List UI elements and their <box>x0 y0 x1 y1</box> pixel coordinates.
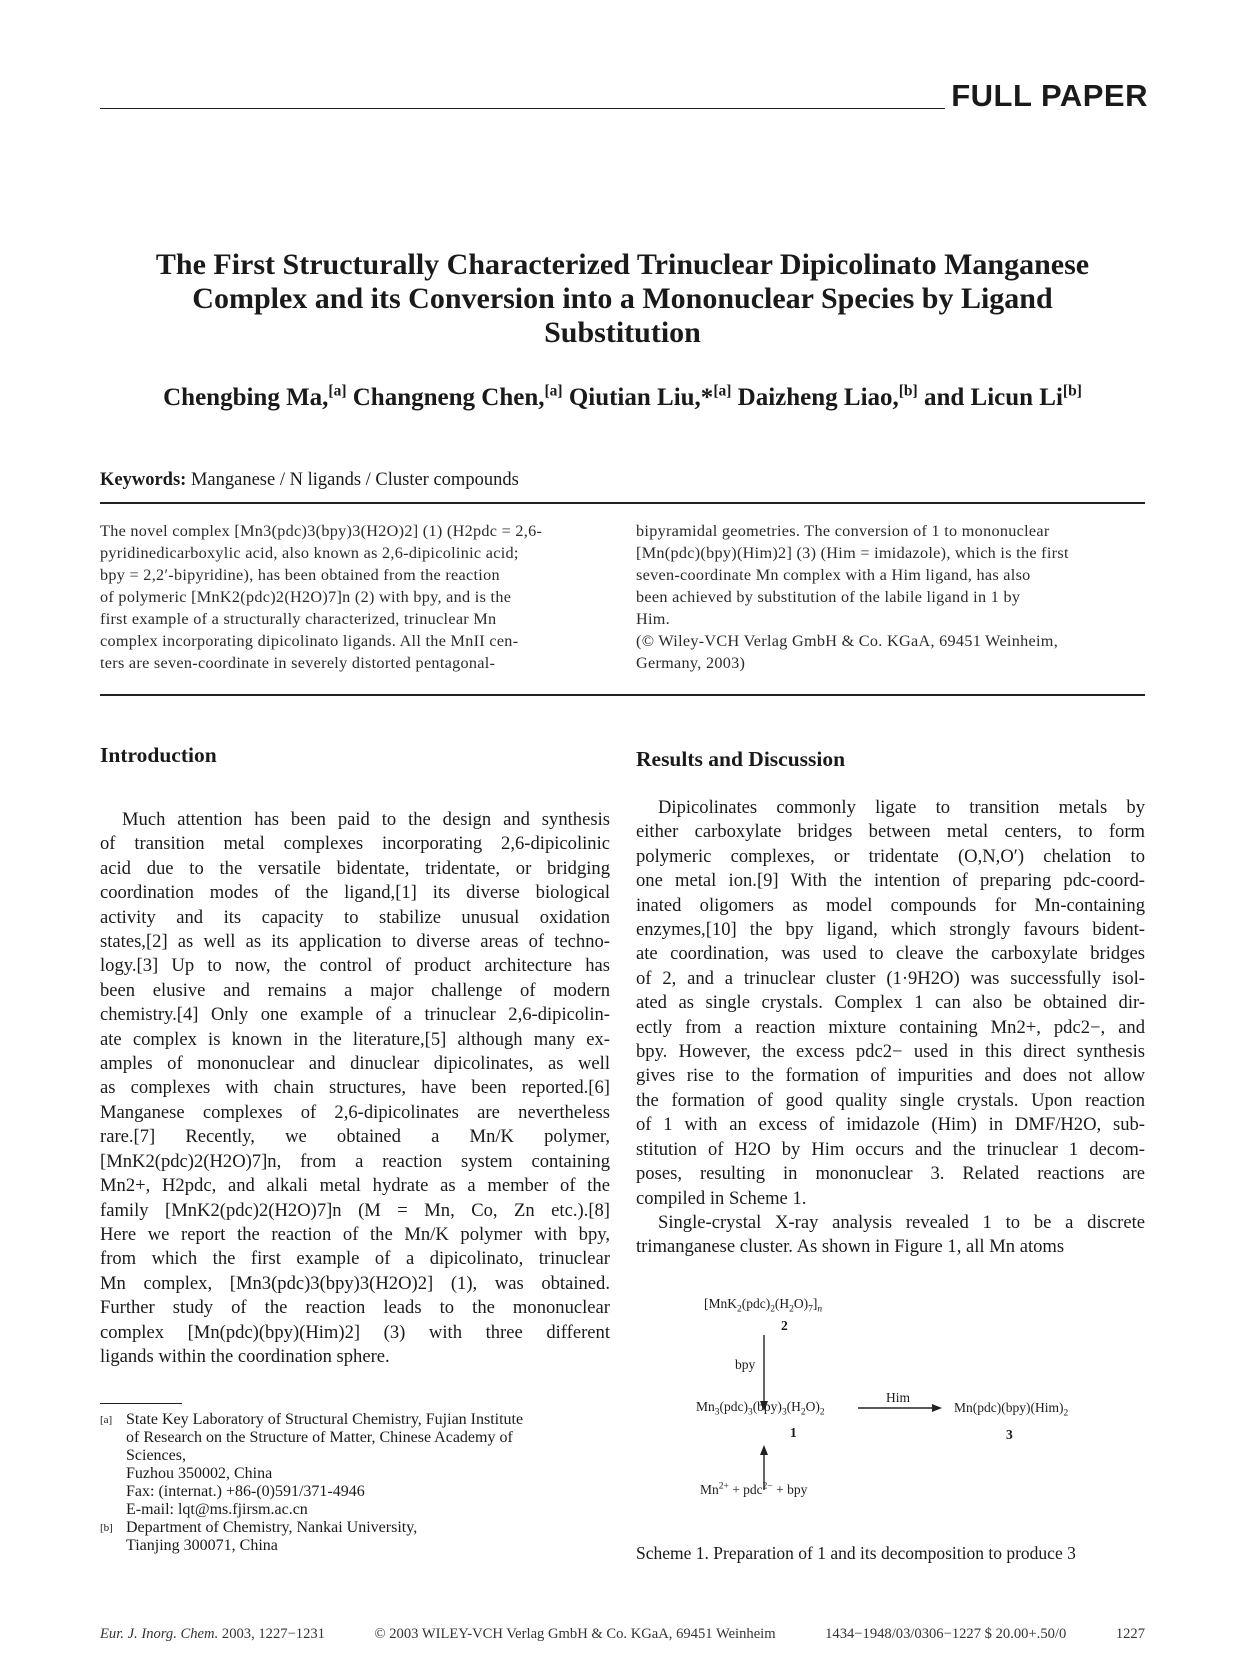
body-line: chemistry.[4] Only one example of a trinuclear 2,6-dipicolin- <box>100 1004 610 1026</box>
body-line: bpy. However, the excess pdc2− used in this direct synthesis <box>636 1041 1145 1063</box>
abstract-line: Germany, 2003) <box>636 654 746 672</box>
body-line: Further study of the reaction leads to the mononuclear <box>100 1297 610 1319</box>
abstract-line: of polymeric [MnK2(pdc)2(H2O)7]n (2) with bpy, and is the <box>100 588 512 606</box>
scheme-1 <box>636 1290 1145 1510</box>
body-line: of transition metal complexes incorporating 2,6-dipicolinic <box>100 833 610 855</box>
body-line: Single-crystal X-ray analysis revealed 1 to be a discrete <box>658 1211 1145 1233</box>
footer-citation <box>100 1626 325 1643</box>
footer-journal: Eur. J. Inorg. Chem. <box>100 1626 219 1642</box>
scheme-caption: Scheme 1. Preparation of 1 and its decomposition to produce 3 <box>636 1543 1076 1563</box>
intro-text <box>100 808 610 1369</box>
abstract-line: complex incorporating dipicolinato ligands. All the MnII cen- <box>100 632 519 650</box>
body-line: Much attention has been paid to the design and synthesis <box>122 809 610 830</box>
author-affiliation: [b] <box>898 382 918 400</box>
author-affiliation: [a] <box>713 382 732 400</box>
title-line-3: Substitution <box>544 316 701 349</box>
keywords-label: Keywords: <box>100 470 187 490</box>
author-affiliation: [a] <box>544 382 563 400</box>
body-line: ate complex is known in the literature,[5] although many ex- <box>100 1028 610 1050</box>
body-line: enzymes,[10] the bpy ligand, which strongly favours bident- <box>636 919 1145 941</box>
body-line: [MnK2(pdc)2(H2O)7]n, from a reaction system containing <box>100 1150 610 1172</box>
body-line: been elusive and remains a major challenge of modern <box>100 979 610 1001</box>
body-line: as complexes with chain structures, have been reported.[6] <box>100 1077 610 1099</box>
author-name: Changneng Chen, <box>352 384 545 411</box>
body-line: Here we report the reaction of the Mn/K polymer with bpy, <box>100 1223 610 1245</box>
footnote-line: Fax: (internat.) +86-(0)591/371-4946 <box>126 1483 365 1500</box>
footnote-line: Department of Chemistry, Nankai University, <box>126 1519 418 1536</box>
footer-page-number: 1227 <box>1115 1626 1145 1642</box>
footer-code: 1434−1948/03/0306−1227 $ 20.00+.50/0 <box>825 1626 1067 1642</box>
scheme-formula-1: $Mn_3(pdc)_3(bpy)_3(H_2O)_2$ <box>696 1399 825 1418</box>
body-line: ligands within the coordination sphere. <box>100 1345 390 1367</box>
author-list <box>100 384 1145 412</box>
abstract-line: seven-coordinate Mn complex with a Him ligand, has also <box>636 566 1031 584</box>
author-affiliation: [b] <box>1062 382 1082 400</box>
author-affiliation: [a] <box>328 382 347 400</box>
scheme-label-bpy: bpy <box>735 1357 756 1372</box>
abstract-right <box>636 520 1145 674</box>
body-line: of 1 with an excess of imidazole (Him) in DMF/H2O, sub- <box>636 1114 1145 1136</box>
results-heading: Results and Discussion <box>636 747 846 771</box>
abstract-line: (© Wiley-VCH Verlag GmbH & Co. KGaA, 69451 Weinheim, <box>636 632 1059 650</box>
body-line: trimanganese cluster. As shown in Figure 1, all Mn atoms <box>636 1236 1065 1258</box>
abstract-top-rule <box>100 502 1145 504</box>
body-line: inated oligomers as model compounds for Mn-containing <box>636 894 1145 916</box>
body-line: ated as single crystals. Complex 1 can also be obtained dir- <box>636 992 1145 1014</box>
title-line-2: Complex and its Conversion into a Mononuclear Species by Ligand <box>192 282 1053 315</box>
body-line: Dipicolinates commonly ligate to transition metals by <box>658 797 1145 818</box>
body-line: states,[2] as well as its application to diverse areas of techno- <box>100 931 610 953</box>
intro-heading: Introduction <box>100 743 217 767</box>
body-line: Mn complex, [Mn3(pdc)3(bpy)3(H2O)2] (1), was obtained. <box>100 1272 610 1294</box>
abstract-line: bpy = 2,2′-bipyridine), has been obtained from the reaction <box>100 566 500 584</box>
abstract-left <box>100 520 610 674</box>
scheme-number-1: 1 <box>790 1425 797 1440</box>
body-line: logy.[3] Up to now, the control of product architecture has <box>100 955 610 977</box>
footnote-line: E-mail: lqt@ms.fjirsm.ac.cn <box>126 1501 308 1518</box>
abstract-line: pyridinedicarboxylic acid, also known as 2,6-dipicolinic acid; <box>100 544 519 562</box>
body-line: the formation of good quality single crystals. Upon reaction <box>636 1089 1145 1111</box>
body-line: amples of mononuclear and dinuclear dipicolinates, as well <box>100 1053 610 1075</box>
body-line: acid due to the versatile bidentate, tridentate, or bridging <box>100 857 610 879</box>
scheme-number-3: 3 <box>1006 1427 1013 1442</box>
abstract-bottom-rule <box>100 694 1145 696</box>
author-name: Daizheng Liao, <box>737 384 899 411</box>
footnote-line: of Research on the Structure of Matter, Chinese Academy of <box>126 1429 513 1446</box>
body-line: rare.[7] Recently, we obtained a Mn/K polymer, <box>100 1126 610 1148</box>
abstract-line: bipyramidal geometries. The conversion of 1 to mononuclear <box>636 522 1050 540</box>
footer-year-pages: 2003, 1227−1231 <box>221 1626 325 1642</box>
body-line: polymeric complexes, or tridentate (O,N,O′) chelation to <box>636 845 1145 867</box>
footnote-line: State Key Laboratory of Structural Chemistry, Fujian Institute <box>126 1411 524 1428</box>
abstract-line: Him. <box>636 610 671 628</box>
body-line: activity and its capacity to stabilize unusual oxidation <box>100 906 610 928</box>
scheme-formula-2: $[MnK_2(pdc)_2(H_2O)_7]_n$ <box>704 1296 823 1315</box>
footnote-line: Tianjing 300071, China <box>126 1537 278 1554</box>
body-line: ate coordination, was used to cleave the carboxylate bridges <box>636 943 1145 965</box>
footnote-mark: [b] <box>100 1522 113 1534</box>
scheme-formula-reactants: $Mn^{2+} + pdc^{2-}$ + bpy <box>700 1481 808 1497</box>
footnote-line: Fuzhou 350002, China <box>126 1465 273 1482</box>
body-line: gives rise to the formation of impurities and does not allow <box>636 1065 1145 1087</box>
header-rule <box>100 108 945 109</box>
arrowhead-right <box>932 1404 942 1412</box>
author-name: Qiutian Liu,* <box>568 384 714 411</box>
page-footer <box>100 1626 1145 1643</box>
body-line: Manganese complexes of 2,6-dipicolinates are nevertheless <box>100 1101 610 1123</box>
body-line: complex [Mn(pdc)(bpy)(Him)2] (3) with three different <box>100 1321 610 1343</box>
abstract-line: been achieved by substitution of the labile ligand in 1 by <box>636 588 1021 606</box>
abstract-line: first example of a structurally characterized, trinuclear Mn <box>100 610 497 628</box>
footnote-line: Sciences, <box>126 1447 186 1464</box>
body-line: coordination modes of the ligand,[1] its diverse biological <box>100 882 610 904</box>
abstract-line: The novel complex [Mn3(pdc)3(bpy)3(H2O)2] (1) (H2pdc = 2,6- <box>100 522 543 540</box>
section-label: FULL PAPER <box>951 78 1148 113</box>
body-line: stitution of H2O by Him occurs and the trinuclear 1 decom- <box>636 1138 1145 1160</box>
abstract-line: [Mn(pdc)(bpy)(Him)2] (3) (Him = imidazole), which is the first <box>636 544 1069 562</box>
body-line: one metal ion.[9] With the intention of preparing pdc-coord- <box>636 870 1145 892</box>
footnote-rule <box>100 1403 182 1404</box>
scheme-label-him: Him <box>886 1390 911 1405</box>
keywords-text: Manganese / N ligands / Cluster compounds <box>190 470 519 490</box>
footer-copyright: © 2003 WILEY-VCH Verlag GmbH & Co. KGaA, 69451 Weinheim <box>374 1626 776 1642</box>
footnote-a <box>100 1411 610 1519</box>
body-line: ectly from a reaction mixture containing Mn2+, pdc2−, and <box>636 1016 1145 1038</box>
scheme-number-2: 2 <box>781 1318 788 1333</box>
results-text <box>636 796 1145 1260</box>
footnotes <box>100 1411 610 1555</box>
body-line: of 2, and a trinuclear cluster (1·9H2O) was successfully isol- <box>636 967 1145 989</box>
author-name: Chengbing Ma, <box>163 384 329 411</box>
footnote-mark: [a] <box>100 1414 113 1426</box>
body-line: family [MnK2(pdc)2(H2O)7]n (M = Mn, Co, Zn etc.).[8] <box>100 1199 610 1221</box>
body-line: either carboxylate bridges between metal centers, to form <box>636 821 1145 843</box>
footnote-b <box>100 1519 610 1555</box>
keywords <box>100 470 519 491</box>
paper-title <box>100 248 1145 350</box>
author-name: and Licun Li <box>923 384 1063 411</box>
body-line: compiled in Scheme 1. <box>636 1187 807 1209</box>
scheme-formula-3: $Mn(pdc)(bpy)(Him)_2$ <box>954 1400 1069 1419</box>
title-line-1: The First Structurally Characterized Trinuclear Dipicolinato Manganese <box>155 248 1090 281</box>
abstract-line: ters are seven-coordinate in severely distorted pentagonal- <box>100 654 496 672</box>
body-line: from which the first example of a dipicolinato, trinuclear <box>100 1248 610 1270</box>
body-line: Mn2+, H2pdc, and alkali metal hydrate as a member of the <box>100 1175 610 1197</box>
arrowhead-up <box>760 1445 768 1455</box>
body-line: poses, resulting in mononuclear 3. Related reactions are <box>636 1163 1145 1185</box>
